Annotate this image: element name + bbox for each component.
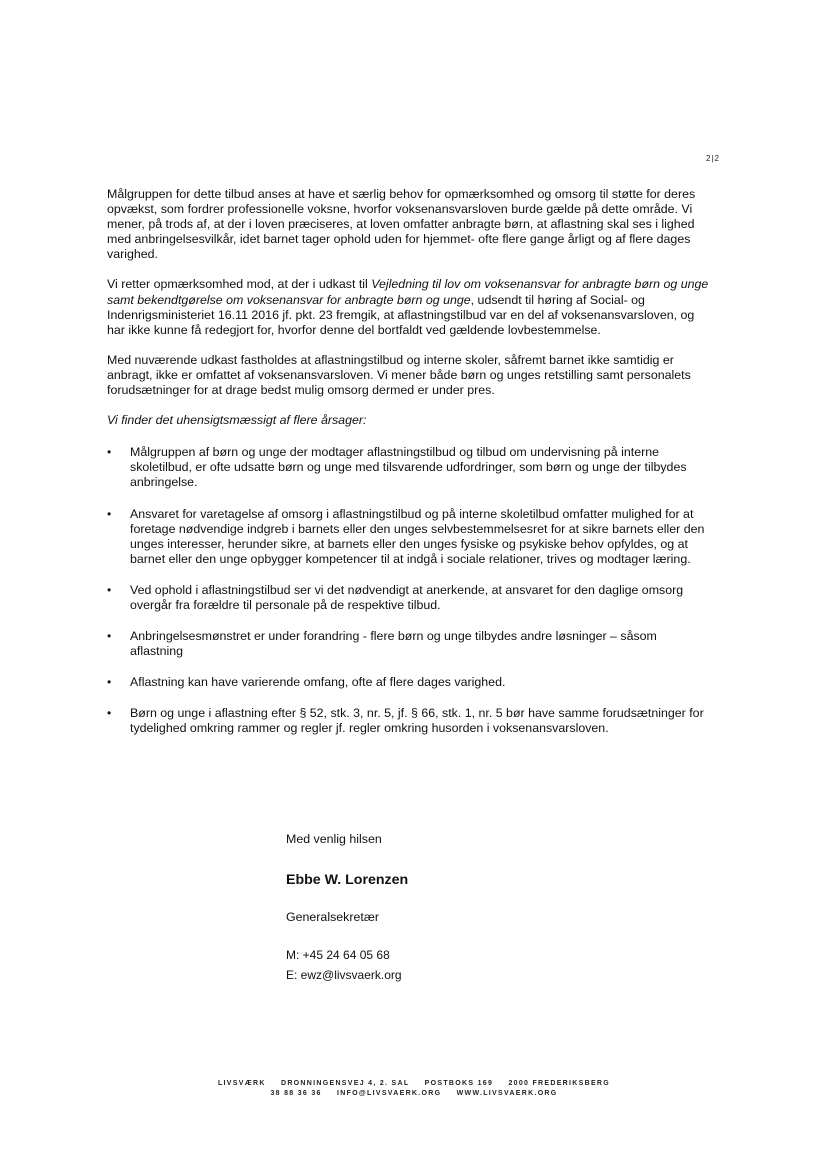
closing-greeting: Med venlig hilsen <box>286 832 382 846</box>
paragraph-current-draft: Med nuværende udkast fastholdes at aflastningstilbud og interne skoler, såfremt barnet ikke samtidig er anbragt, ikke er omfattet af voksenansvarsloven. Vi mener både børn og unges retstilling samt personalets forudsætninger for at drage bedst mulig omsorg dermed er under pres. <box>107 352 691 398</box>
footer-contact-line <box>0 1089 828 1099</box>
signature-block <box>286 832 586 988</box>
list-item <box>107 507 712 567</box>
list-item <box>107 675 712 690</box>
signer-phone: M: +45 24 64 05 68 <box>286 948 390 962</box>
paragraph-guidance-reference <box>107 277 712 337</box>
footer-address: DRONNINGENSVEJ 4, 2. SAL <box>280 1080 410 1087</box>
list-item <box>107 706 712 736</box>
list-item-text: Aflastning kan have varierende omfang, ofte af flere dages varighed. <box>130 675 506 690</box>
list-item-text: Ved ophold i aflastningstilbud ser vi det nødvendigt at anerkende, at ansvaret for den daglige omsorg overgår fra forældre til personale på de respektive tilbud. <box>130 582 684 612</box>
signer-name: Ebbe W. Lorenzen <box>286 872 409 888</box>
bullet-icon: • <box>107 706 112 721</box>
paragraph-guidance-text-before: Vi retter opmærksomhed mod, at der i udkast til <box>107 277 372 292</box>
list-item-text: Ansvaret for varetagelse af omsorg i aflastningstilbud og på interne skoletilbud omfatter mulighed for at foretage nødvendige indgreb i barnets eller den unges selvbestemmelsesret for at sikre barnets eller den unges interesser, herunder sikre, at barnets eller den unges fysiske og psykiske behov opfyldes, og at barnet eller den unge opbygger kompetencer til at indgå i sociale relationer, trives og modtager læring. <box>130 506 705 566</box>
bullet-icon: • <box>107 506 112 521</box>
list-item-text: Målgruppen af børn og unge der modtager aflastningstilbud og tilbud om undervisning på interne skoletilbud, er ofte udsatte børn og unge med tilsvarende udfordringer, som børn og unge der tilbydes anbringelse. <box>130 445 687 490</box>
footer-org: LIVSVÆRK <box>217 1080 266 1087</box>
signer-role: Generalsekretær <box>286 910 379 924</box>
list-item <box>107 445 712 490</box>
footer-website: WWW.LIVSVAERK.ORG <box>456 1090 558 1097</box>
bullet-icon: • <box>107 445 112 460</box>
paragraph-target-group: Målgruppen for dette tilbud anses at have et særlig behov for opmærksomhed og omsorg til støtte for deres opvækst, som fordrer professionelle voksne, hvorfor voksenansvarsloven burde gælde på dette område. Vi mener, på trods af, at der i loven præciseres, at loven omfatter anbragte børn, at aflastning skal ses i lighed med anbringelsesvilkår, idet barnet tager ophold uden for hjemmet- ofte flere gange årligt og af flere dages varighed. <box>107 187 696 262</box>
guidance-document-title: Vejledning til lov om voksenansvar for anbragte børn og unge samt bekendtgørelse om voksenansvar for anbragte børn og unge <box>107 277 709 307</box>
footer-phone: 38 88 36 36 <box>270 1090 322 1097</box>
reasons-list <box>107 445 712 736</box>
footer-address-line <box>0 1079 828 1089</box>
list-item <box>107 583 712 613</box>
footer-email: INFO@LIVSVAERK.ORG <box>336 1090 442 1097</box>
list-item-text: Anbringelsesmønstret er under forandring - flere børn og unge tilbydes andre løsninger – såsom aflastning <box>130 629 657 659</box>
letter-body <box>107 187 712 753</box>
footer-city: 2000 FREDERIKSBERG <box>508 1080 611 1087</box>
list-item <box>107 629 712 659</box>
signer-email: E: ewz@livsvaerk.org <box>286 968 402 982</box>
paragraph-guidance-text-after: , udsendt til høring af Social- og Indenrigsministeriet 16.11 2016 jf. pkt. 23 fremgik, at aflastningstilbud var en del af voksenansvarsloven, og har ikke kunne få redegjort for, hvorfor denne del bortfaldt ved gældende lovbestemmelse. <box>107 292 695 337</box>
list-item-text: Børn og unge i aflastning efter § 52, stk. 3, nr. 5, jf. § 66, stk. 1, nr. 5 bør have samme forudsætninger for tydelighed omkring rammer og regler jf. regler omkring husorden i voksenansvarsloven. <box>130 706 704 736</box>
bullet-icon: • <box>107 629 112 644</box>
footer-pobox: POSTBOKS 169 <box>424 1080 494 1087</box>
bullet-icon: • <box>107 582 112 597</box>
bullet-icon: • <box>107 675 112 690</box>
letterhead-footer <box>0 1079 828 1099</box>
list-intro: Vi finder det uhensigtsmæssigt af flere årsager: <box>107 413 367 428</box>
page-number: 2|2 <box>706 154 720 163</box>
